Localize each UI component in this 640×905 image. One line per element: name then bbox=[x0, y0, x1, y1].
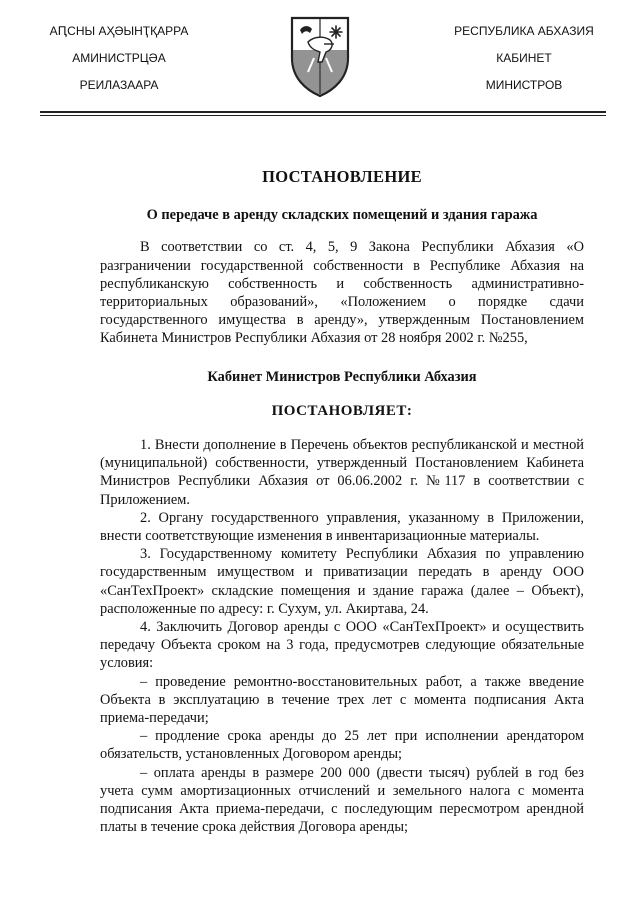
condition-item-3: – оплата аренды в размере 200 000 (двести тысяч) рублей в год без учета сумм амортизационных отчислений и земельного налога с момента подписания Акта приема-передачи, с последующим пересмотром арендной платы в течение срока действия Договора аренды; bbox=[100, 764, 584, 836]
document-title: ПОСТАНОВЛЕНИЕ bbox=[262, 167, 422, 186]
decree-heading: ПОСТАНОВЛЯЕТ: bbox=[271, 402, 413, 419]
document-body bbox=[100, 168, 584, 837]
header-divider-thin bbox=[40, 115, 606, 116]
authority-heading: Кабинет Министров Республики Абхазия bbox=[207, 368, 477, 385]
header-right-line-3: МИНИСТРОВ bbox=[485, 78, 563, 92]
decree-item-2: 2. Органу государственного управления, указанному в Приложении, внести соответствующие изменения в инвентаризационные материалы. bbox=[100, 509, 584, 545]
condition-item-2: – продление срока аренды до 25 лет при исполнении арендатором обязательств, установленных Договором аренды; bbox=[100, 728, 584, 763]
document-subtitle: О передаче в аренду складских помещений и здания гаража bbox=[146, 207, 538, 224]
decree-item-1: 1. Внести дополнение в Перечень объектов республиканской и местной (муниципальной) собственности, утвержденный Постановлением Кабинета Министров Республики Абхазия от 06.06.2002 г. №117 в соответствии с Приложением. bbox=[100, 437, 584, 508]
header-right-line-2: КАБИНЕТ bbox=[496, 51, 552, 65]
header-left-abkhaz bbox=[44, 18, 194, 99]
header-left-line-2: АМИНИСТРЦӘА bbox=[72, 51, 166, 65]
intro-paragraph: В соответствии со ст. 4, 5, 9 Закона Республики Абхазия «О разграничении государственной собственности в Республике Абхазия на республиканскую собственность и собственность административно-территориальных образований», «Положением о порядке сдачи государственного имущества в аренду», утвержденным Постановлением Кабинета Министров Республики Абхазия от 28 ноября 2002 г. №255, bbox=[100, 239, 584, 347]
header-right-russian bbox=[446, 18, 602, 99]
header-left-line-3: РЕИЛАЗААРА bbox=[79, 78, 159, 92]
decree-items bbox=[100, 436, 584, 836]
header-right-line-1: РЕСПУБЛИКА АБХАЗИЯ bbox=[454, 24, 594, 38]
decree-item-4: 4. Заключить Договор аренды с ООО «СанТехПроект» и осуществить передачу Объекта сроком на 3 года, предусмотрев следующие обязательные условия: bbox=[100, 619, 584, 672]
header-left-line-1: АԤСНЫ АҲӘЫНҬҚАРРА bbox=[49, 24, 189, 38]
decree-item-3: 3. Государственному комитету Республики Абхазия по управлению государственным имуществом и приватизации передать в аренду ООО «СанТехПроект» складские помещения и здание гаража (далее – Объект), расположенные по адресу: г. Сухум, ул. Акиртава, 24. bbox=[100, 546, 584, 617]
coat-of-arms-icon bbox=[288, 14, 352, 98]
header-divider-thick bbox=[40, 111, 606, 113]
condition-item-1: – проведение ремонтно-восстановительных работ, а также введение Объекта в эксплуатацию в течение трех лет с момента подписания Акта приема-передачи; bbox=[100, 673, 584, 727]
